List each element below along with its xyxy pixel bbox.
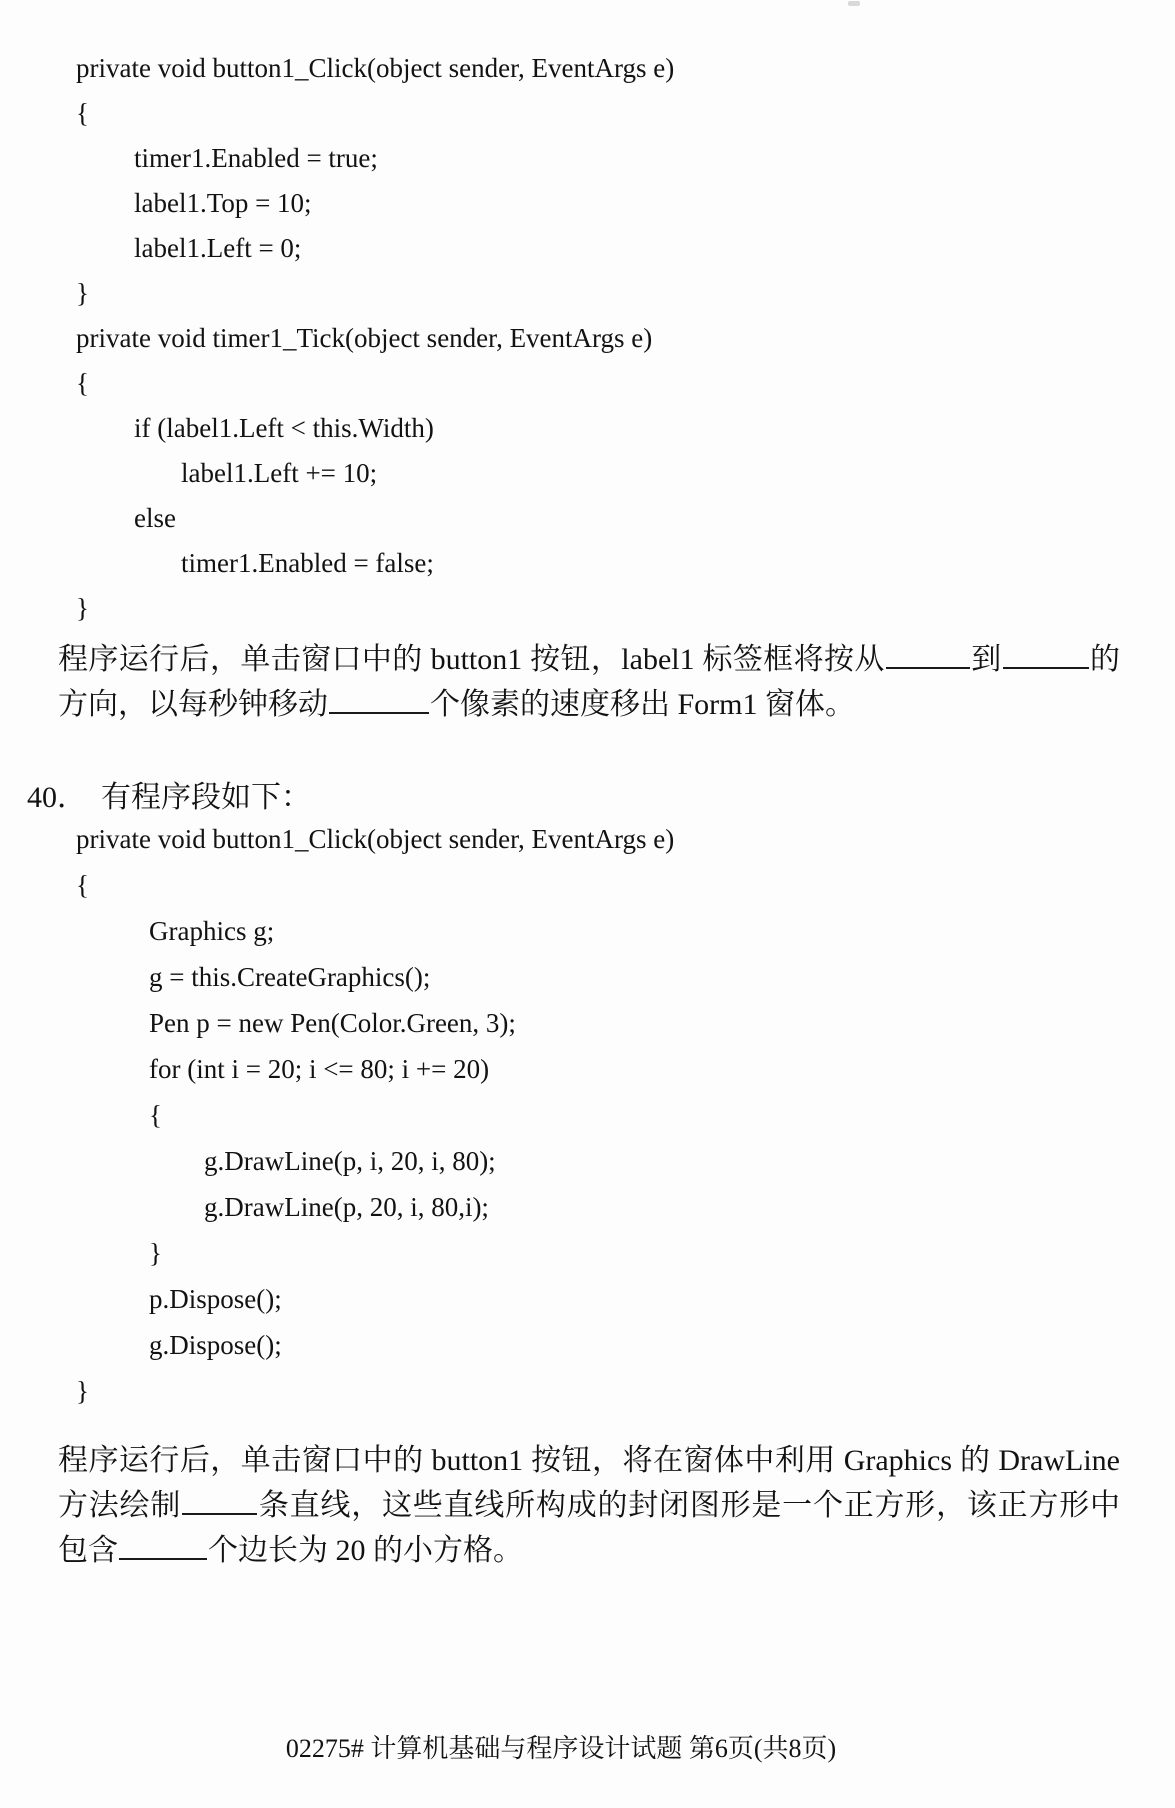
code-line: private void button1_Click(object sender, EventArgs e) <box>76 53 675 83</box>
code-line: p.Dispose(); <box>149 1284 282 1314</box>
fill-in-blank <box>1003 644 1089 670</box>
statement-text: 的方向，以每秒钟移动 <box>58 643 1120 721</box>
code-line: } <box>76 593 89 623</box>
question-40-header <box>27 775 311 820</box>
question-40-number: 40． <box>27 781 87 814</box>
code-line: timer1.Enabled = false; <box>181 548 434 578</box>
code-line: } <box>76 278 89 308</box>
statement-text: 程序运行后，单击窗口中的 button1 按钮，将在窗体中利用 Graphics 的 DrawLine 方法绘制 <box>58 1444 1120 1522</box>
code-line: } <box>149 1238 162 1268</box>
code-line: g.DrawLine(p, i, 20, i, 80); <box>204 1146 496 1176</box>
code-line: { <box>76 368 89 398</box>
code-line: } <box>76 1376 89 1406</box>
code-line: Pen p = new Pen(Color.Green, 3); <box>149 1008 516 1038</box>
question-39-statement <box>58 637 1120 727</box>
code-line: if (label1.Left < this.Width) <box>134 413 434 443</box>
code-line: timer1.Enabled = true; <box>134 143 378 173</box>
fill-in-blank <box>182 1490 257 1516</box>
fill-in-blank <box>886 644 970 670</box>
code-line: Graphics g; <box>149 916 275 946</box>
code-line: { <box>76 98 89 128</box>
question-40-statement <box>58 1438 1120 1573</box>
code-line: g = this.CreateGraphics(); <box>149 962 431 992</box>
code-line: { <box>149 1100 162 1130</box>
code-line: for (int i = 20; i <= 80; i += 20) <box>149 1054 490 1084</box>
code-line: private void button1_Click(object sender, EventArgs e) <box>76 824 675 854</box>
code-line: label1.Left += 10; <box>181 458 378 488</box>
statement-text: 个像素的速度移出 Form1 窗体。 <box>430 688 856 721</box>
code-line: label1.Left = 0; <box>134 233 302 263</box>
fill-in-blank <box>119 1535 207 1561</box>
question-40-code-block <box>76 816 674 1414</box>
fill-in-blank <box>329 689 429 715</box>
statement-text: 程序运行后，单击窗口中的 button1 按钮，label1 标签框将按从 <box>58 643 885 676</box>
statement-text: 到 <box>970 643 1002 676</box>
statement-text: 条直线，这些直线所构成的封闭图形是一个正方形，该正方形中包含 <box>58 1489 1120 1567</box>
code-line: else <box>134 503 176 533</box>
code-line: g.Dispose(); <box>149 1330 282 1360</box>
code-line: g.DrawLine(p, 20, i, 80,i); <box>204 1192 489 1222</box>
code-line: { <box>76 870 89 900</box>
code-line: private void timer1_Tick(object sender, EventArgs e) <box>76 323 653 353</box>
question-40-intro: 有程序段如下： <box>101 781 311 814</box>
scan-artifact <box>848 1 860 6</box>
code-line: label1.Top = 10; <box>134 188 312 218</box>
page-footer: 02275# 计算机基础与程序设计试题 第6页(共8页) <box>285 1734 837 1763</box>
statement-text: 个边长为 20 的小方格。 <box>208 1534 523 1567</box>
question-39-code-block <box>76 46 674 631</box>
